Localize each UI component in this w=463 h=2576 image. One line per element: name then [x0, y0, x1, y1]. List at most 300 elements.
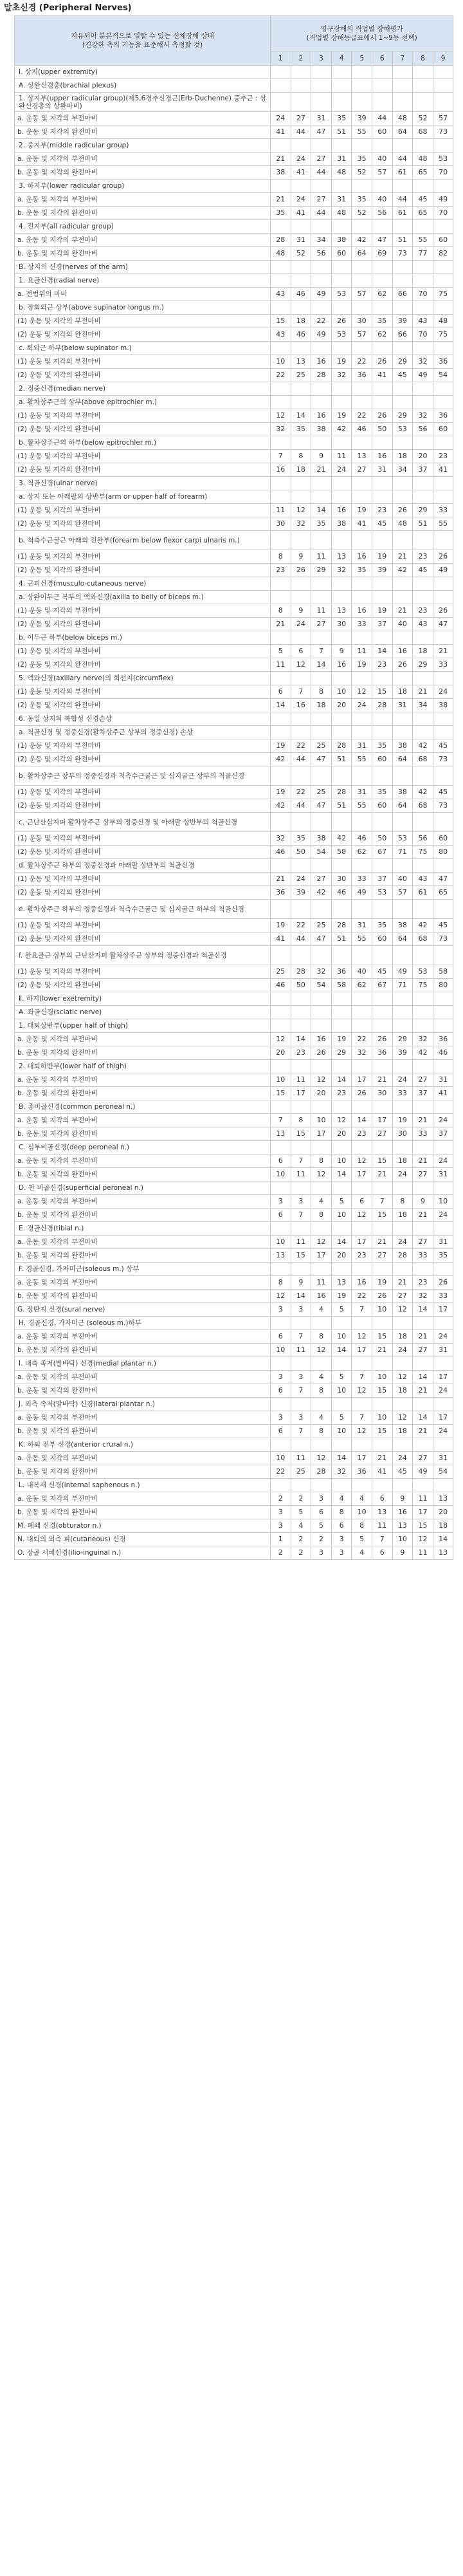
grade-value [331, 1181, 352, 1195]
grade-value: 25 [271, 965, 291, 979]
grade-value [271, 220, 291, 234]
grade-value: 23 [433, 450, 453, 463]
grade-value: 54 [433, 1465, 453, 1479]
grade-value: 21 [271, 153, 291, 166]
grade-value: 2 [311, 1533, 332, 1546]
grade-value: 29 [392, 1033, 413, 1046]
grade-value: 28 [372, 699, 392, 712]
grade-value: 10 [331, 1209, 352, 1222]
grade-value: 12 [311, 1236, 332, 1249]
grade-value: 34 [413, 699, 433, 712]
row-label: a. 상지 또는 아래팔의 상반부(arm or upper half of forearm) [15, 490, 271, 504]
table-row [15, 1290, 453, 1303]
grade-value: 6 [372, 1492, 392, 1506]
grade-value: 45 [413, 564, 433, 577]
grade-value: 26 [372, 1290, 392, 1303]
grade-value [271, 180, 291, 193]
row-label: A. 상완신경총(brachial plexus) [15, 79, 271, 93]
grade-value: 26 [372, 409, 392, 423]
grade-value: 7 [291, 1425, 311, 1438]
section-row [15, 531, 453, 550]
grade-value: 22 [352, 355, 372, 369]
grade-value: 42 [413, 739, 433, 753]
grade-value: 2 [291, 1533, 311, 1546]
grade-value: 19 [331, 1033, 352, 1046]
table-row [15, 886, 453, 900]
grade-value: 33 [433, 1290, 453, 1303]
row-label: 2. 대퇴하반부(lower half of thigh) [15, 1060, 271, 1073]
grade-value: 57 [352, 328, 372, 342]
grade-value [311, 220, 332, 234]
grade-value: 4 [311, 1371, 332, 1384]
grade-value [433, 859, 453, 873]
grade-value: 23 [413, 1276, 433, 1290]
grade-value [331, 900, 352, 919]
grade-value: 26 [392, 658, 413, 672]
grade-value: 25 [311, 786, 332, 799]
row-label: a. 운동 및 지각의 부전마비 [15, 153, 271, 166]
grade-value: 28 [311, 369, 332, 382]
grade-value [271, 900, 291, 919]
table-row [15, 1384, 453, 1398]
grade-value: 46 [352, 832, 372, 846]
row-label: c. 근난산심지피 활차상주근 상부의 정중신경 및 아래팔 상반부의 척골신경 [15, 813, 271, 832]
grade-value [311, 180, 332, 193]
table-row [15, 355, 453, 369]
grade-value: 28 [271, 234, 291, 247]
grade-value: 2 [291, 1546, 311, 1560]
section-row [15, 93, 453, 112]
row-label: (2) 운동 및 지각의 완전마비 [15, 886, 271, 900]
grade-value [291, 1479, 311, 1492]
grade-value: 37 [372, 873, 392, 886]
grade-value: 9 [291, 1276, 311, 1290]
grade-value: 31 [433, 1236, 453, 1249]
grade-value: 35 [291, 423, 311, 436]
grade-value: 51 [331, 799, 352, 813]
grade-value: 16 [352, 1276, 372, 1290]
grade-value: 66 [392, 328, 413, 342]
grade-value: 12 [311, 1344, 332, 1357]
grade-value [433, 477, 453, 490]
row-label: (2) 운동 및 지각의 완전마비 [15, 799, 271, 813]
grade-value [392, 1222, 413, 1236]
grade-header-2: 2 [291, 51, 311, 66]
grade-value [413, 180, 433, 193]
grade-value: 19 [352, 658, 372, 672]
grade-value: 54 [311, 846, 332, 859]
grade-value: 9 [392, 1546, 413, 1560]
grade-value: 66 [392, 288, 413, 301]
grade-value: 16 [311, 409, 332, 423]
grade-value [392, 946, 413, 965]
grade-value: 60 [372, 753, 392, 766]
grade-value: 15 [372, 1154, 392, 1168]
grade-value: 54 [311, 979, 332, 992]
table-row [15, 125, 453, 139]
grade-value [271, 813, 291, 832]
grade-value [271, 1181, 291, 1195]
section-row [15, 577, 453, 591]
grade-value: 57 [392, 886, 413, 900]
grade-value [372, 79, 392, 93]
grade-value: 35 [291, 832, 311, 846]
grade-value [433, 591, 453, 604]
grade-value: 28 [392, 1249, 413, 1263]
row-label: b. 운동 및 지각의 완전마비 [15, 1249, 271, 1263]
grade-header-4: 4 [331, 51, 352, 66]
grade-value: 53 [392, 423, 413, 436]
section-row [15, 726, 453, 739]
grade-value: 32 [271, 832, 291, 846]
grade-value [372, 672, 392, 685]
grade-value: 22 [352, 409, 372, 423]
grade-value: 45 [413, 193, 433, 207]
grade-value: 31 [433, 1073, 453, 1087]
grade-value [271, 672, 291, 685]
grade-value [331, 672, 352, 685]
section-row [15, 672, 453, 685]
grade-value: 24 [352, 699, 372, 712]
grade-value: 37 [433, 1127, 453, 1141]
grade-value [433, 436, 453, 450]
grade-value: 5 [331, 1371, 352, 1384]
grade-value [271, 1317, 291, 1330]
grade-value: 7 [291, 1209, 311, 1222]
grade-value [271, 1141, 291, 1154]
grade-value [413, 1263, 433, 1276]
table-row [15, 604, 453, 618]
grade-value: 6 [271, 1330, 291, 1344]
grade-value [271, 93, 291, 112]
grade-value: 28 [291, 965, 311, 979]
grade-value [352, 139, 372, 153]
grade-value [271, 577, 291, 591]
section-row [15, 180, 453, 193]
grade-value: 41 [271, 932, 291, 946]
grade-value: 33 [433, 504, 453, 517]
grade-value [331, 436, 352, 450]
grade-value: 4 [352, 1492, 372, 1506]
table-row [15, 658, 453, 672]
grade-value: 10 [372, 1303, 392, 1317]
grade-value [291, 79, 311, 93]
table-row [15, 1371, 453, 1384]
grade-value: 10 [331, 685, 352, 699]
grade-value: 12 [291, 658, 311, 672]
grade-value [392, 1398, 413, 1411]
row-label: a. 상완이두근 복부의 액와신경(axilla to belly of biceps m.) [15, 591, 271, 604]
grade-value [271, 591, 291, 604]
grade-value: 32 [331, 1465, 352, 1479]
grade-value [331, 813, 352, 832]
grade-value [413, 274, 433, 288]
grade-value [413, 813, 433, 832]
grade-value [331, 992, 352, 1006]
grade-value: 60 [433, 234, 453, 247]
grade-value: 14 [311, 504, 332, 517]
grade-value: 50 [372, 423, 392, 436]
grade-value [352, 1438, 372, 1452]
grade-value: 48 [413, 153, 433, 166]
table-row [15, 799, 453, 813]
row-label: (1) 운동 및 지각의 부전마비 [15, 504, 271, 517]
table-row [15, 645, 453, 658]
grade-value: 25 [311, 919, 332, 932]
row-label: H. 경골신경, 가자미근 (soleous m.)하부 [15, 1317, 271, 1330]
grade-value: 19 [372, 550, 392, 564]
grade-value: 41 [433, 463, 453, 477]
grade-value: 37 [413, 463, 433, 477]
grade-value: 53 [372, 886, 392, 900]
grade-value [331, 1060, 352, 1073]
grade-value: 15 [372, 1330, 392, 1344]
grade-value [392, 139, 413, 153]
grade-value: 39 [291, 886, 311, 900]
grade-value: 5 [331, 1411, 352, 1425]
grade-value: 17 [433, 1411, 453, 1425]
grade-value: 28 [311, 1465, 332, 1479]
grade-value: 24 [433, 1330, 453, 1344]
grade-value [372, 859, 392, 873]
grade-value [413, 712, 433, 726]
grade-value: 75 [433, 288, 453, 301]
grade-value [372, 66, 392, 79]
grade-value: 45 [392, 369, 413, 382]
table-row [15, 288, 453, 301]
row-label: Ⅱ. 하지(lower exetremity) [15, 992, 271, 1006]
grade-value: 50 [372, 832, 392, 846]
grade-value: 80 [433, 846, 453, 859]
row-label: Ⅰ. 상지(upper extremity) [15, 66, 271, 79]
grade-value: 24 [331, 463, 352, 477]
grade-value [433, 726, 453, 739]
grade-value [392, 396, 413, 409]
grade-value: 27 [413, 1073, 433, 1087]
grade-value: 38 [433, 699, 453, 712]
table-row [15, 1452, 453, 1465]
grade-value: 21 [372, 1168, 392, 1181]
grade-value: 30 [372, 1087, 392, 1100]
grade-value [392, 436, 413, 450]
table-row [15, 517, 453, 531]
row-label: b. 운동 및 지각의 완전마비 [15, 125, 271, 139]
grade-value: 32 [311, 965, 332, 979]
grade-value: 11 [271, 504, 291, 517]
grade-value: 51 [392, 234, 413, 247]
grade-value: 10 [271, 355, 291, 369]
grade-value: 42 [413, 919, 433, 932]
table-row [15, 328, 453, 342]
row-label: (1) 운동 및 지각의 부전마비 [15, 739, 271, 753]
row-label: (1) 운동 및 지각의 부전마비 [15, 873, 271, 886]
grade-value: 22 [271, 1465, 291, 1479]
grade-value [413, 900, 433, 919]
grade-value [433, 1181, 453, 1195]
grade-value: 36 [271, 886, 291, 900]
grade-value: 27 [372, 1127, 392, 1141]
grade-value: 14 [331, 1168, 352, 1181]
grade-value: 70 [413, 288, 433, 301]
grade-value: 22 [352, 1033, 372, 1046]
grade-value: 48 [331, 166, 352, 180]
grade-value [433, 766, 453, 786]
grade-value [413, 382, 433, 396]
row-label: (2) 운동 및 지각의 완전마비 [15, 564, 271, 577]
grade-value: 6 [271, 1425, 291, 1438]
grade-value: 8 [352, 1519, 372, 1533]
grade-value: 5 [311, 1519, 332, 1533]
grade-value: 8 [271, 1276, 291, 1290]
grade-value [413, 1357, 433, 1371]
grade-value: 32 [352, 1046, 372, 1060]
grade-value [291, 577, 311, 591]
section-row [15, 631, 453, 645]
grade-value [311, 992, 332, 1006]
grade-value: 45 [433, 739, 453, 753]
grade-value [392, 591, 413, 604]
table-row [15, 153, 453, 166]
grade-value: 13 [331, 550, 352, 564]
grade-value: 26 [372, 355, 392, 369]
grade-value: 20 [433, 1506, 453, 1519]
section-row [15, 1060, 453, 1073]
grade-value: 75 [413, 979, 433, 992]
grade-value [433, 712, 453, 726]
grade-value: 35 [352, 564, 372, 577]
grade-value [413, 490, 433, 504]
grade-value: 44 [311, 207, 332, 220]
grade-value [291, 712, 311, 726]
grade-value: 22 [271, 369, 291, 382]
grade-value: 43 [413, 873, 433, 886]
grade-value: 8 [311, 685, 332, 699]
grade-value [413, 220, 433, 234]
grade-value [291, 477, 311, 490]
grade-value: 11 [413, 1546, 433, 1560]
grade-value: 14 [413, 1411, 433, 1425]
grade-value: 20 [271, 1046, 291, 1060]
grade-value: 3 [291, 1411, 311, 1425]
grade-value [392, 1357, 413, 1371]
grade-header-9: 9 [433, 51, 453, 66]
grade-value: 18 [392, 450, 413, 463]
grade-value: 55 [352, 753, 372, 766]
grade-value: 17 [433, 1303, 453, 1317]
grade-value: 54 [433, 369, 453, 382]
grade-value: 26 [311, 1046, 332, 1060]
grade-value: 56 [311, 247, 332, 261]
grade-value: 32 [413, 355, 433, 369]
grade-value: 26 [433, 550, 453, 564]
grade-value [352, 490, 372, 504]
row-label: 1. 요골신경(radial nerve) [15, 274, 271, 288]
grade-value [392, 1006, 413, 1019]
grade-value [331, 180, 352, 193]
grade-value [372, 992, 392, 1006]
grade-value [392, 1263, 413, 1276]
row-label: D. 천 비골신경(superficial peroneal n.) [15, 1181, 271, 1195]
grade-value: 16 [311, 1033, 332, 1046]
grade-value: 23 [413, 604, 433, 618]
grade-value: 11 [352, 645, 372, 658]
grade-value [352, 382, 372, 396]
grade-value [372, 301, 392, 315]
grade-value: 55 [352, 799, 372, 813]
grade-value [331, 342, 352, 355]
grade-value: 9 [331, 645, 352, 658]
grade-value [291, 342, 311, 355]
grade-value: 10 [331, 1154, 352, 1168]
grade-value: 40 [372, 153, 392, 166]
grade-value [433, 396, 453, 409]
grade-value [291, 490, 311, 504]
grade-value: 62 [372, 288, 392, 301]
grade-value [372, 1100, 392, 1114]
row-label: (2) 운동 및 지각의 완전마비 [15, 463, 271, 477]
grade-value: 7 [311, 645, 332, 658]
grade-value [291, 1006, 311, 1019]
grade-value: 34 [311, 234, 332, 247]
grade-value [372, 261, 392, 274]
grade-value [311, 490, 332, 504]
grade-value: 51 [331, 125, 352, 139]
section-row [15, 261, 453, 274]
grade-value: 24 [433, 1114, 453, 1127]
grade-value [291, 992, 311, 1006]
grade-value [291, 1060, 311, 1073]
grade-value [352, 436, 372, 450]
grade-value: 12 [352, 685, 372, 699]
row-label: a. 운동 및 지각의 부전마비 [15, 1236, 271, 1249]
grade-value: 49 [352, 886, 372, 900]
grade-value: 23 [352, 1249, 372, 1263]
row-label: O. 장골 서혜신경(ilio-inguinal n.) [15, 1546, 271, 1560]
row-label: b. 운동 및 지각의 완전마비 [15, 1209, 271, 1222]
grade-value [392, 382, 413, 396]
grade-value: 13 [433, 1492, 453, 1506]
grade-value [372, 813, 392, 832]
grade-value [433, 66, 453, 79]
grade-value: 52 [413, 112, 433, 125]
grade-value: 4 [331, 1492, 352, 1506]
grade-value: 33 [413, 1127, 433, 1141]
grade-value: 7 [352, 1303, 372, 1317]
grade-value: 6 [271, 1384, 291, 1398]
row-label: b. 활차상주근 상부의 정중신경과 척측수근굴근 및 심지굴근 상부의 척골신경 [15, 766, 271, 786]
grade-value: 9 [311, 450, 332, 463]
grade-value [271, 631, 291, 645]
grade-value [331, 93, 352, 112]
row-label: b. 장회외근 상부(above supinator longus m.) [15, 301, 271, 315]
grade-value: 29 [311, 564, 332, 577]
grade-value [291, 1263, 311, 1276]
grade-value [392, 631, 413, 645]
section-row [15, 139, 453, 153]
table-row [15, 112, 453, 125]
grade-value: 21 [372, 1452, 392, 1465]
grade-value: 49 [413, 369, 433, 382]
grade-value [413, 1060, 433, 1073]
grade-value: 40 [352, 965, 372, 979]
grade-value: 25 [311, 739, 332, 753]
section-row [15, 1317, 453, 1330]
grade-value [291, 1019, 311, 1033]
table-row [15, 1465, 453, 1479]
grade-header-6: 6 [372, 51, 392, 66]
grade-value: 57 [372, 166, 392, 180]
grade-value: 12 [352, 1384, 372, 1398]
